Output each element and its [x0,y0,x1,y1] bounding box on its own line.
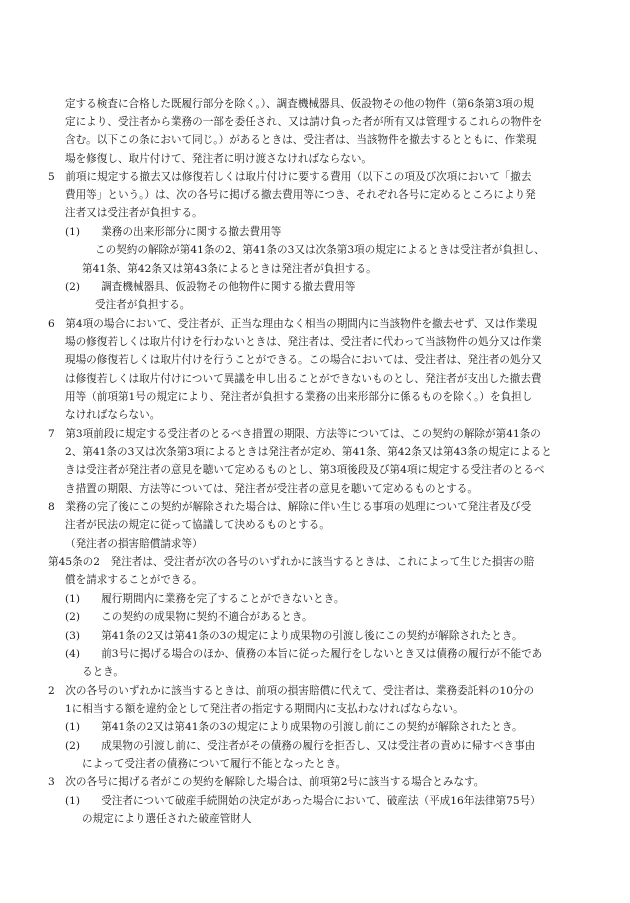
text-line: なければならない。 [65,409,161,421]
text-line: 場の修復若しくは取片付けを行わないときは、発注者は、受注者に代わって当該物件の処分又は作業 [65,336,542,348]
text-line: 注者又は受注者が負担する。 [65,207,203,219]
paragraph-8-line: 8 業務の完了後にこの契約が解除された場合は、解除に伴い生じる事項の処理について発注者及び受 [48,501,532,513]
item-2-line: (2) 調査機械器具、仮設物その他物件に関する撤去費用等 [65,281,356,293]
item-1-line: (1) 受注者について破産手続開始の決定があった場合において、破産法（平成16年法律第75号） [65,795,541,807]
text-line: の規定により選任された破産管財人 [82,813,252,825]
text-line: この契約の解除が第41条の2、第41条の3又は次条第3項の規定によるときは受注者が負担し、 [95,244,545,256]
text-line: 受注者が負担する。 [95,299,191,311]
text-line: は修復若しくは取片付けについて異議を申し出ることができないものとし、発注者が支出した撤去費 [65,373,542,385]
text-line: 費用等」という。）は、次の各号に掲げる撤去費用等につき、それぞれ各号に定めるところにより発 [65,189,536,201]
text-line: 2、第41条の3又は次条第3項によるときは発注者が定め、第41条、第42条又は第43条の規定によると [65,446,552,458]
text-line: き措置の期限、方法等については、発注者が受注者の意見を聴いて定めるものとする。 [65,483,478,495]
paragraph-6-line: 6 第4項の場合において、受注者が、正当な理由なく相当の期間内に当該物件を撤去せず、又は作業現 [48,318,538,330]
text-line: 用等（前項第1号の規定により、発注者が負担する業務の出来形部分に係るものを除く。）を負担し [65,391,533,403]
article-45-2-line: 第45条の2 発注者は、受注者が次の各号のいずれかに該当するときは、これによって生じた損害の賠 [48,556,535,568]
paragraph-2-line: 2 次の各号のいずれかに該当するときは、前項の損害賠償に代えて、受注者は、業務委託料の10分の [48,685,535,697]
item-2-line: (2) 成果物の引渡し前に、受注者がその債務の履行を拒否し、又は受注者の責めに帰すべき事由 [65,740,536,752]
paragraph-7-line: 7 第3項前段に規定する受注者のとるべき措置の期限、方法等については、この契約の解除が第41条の [48,428,541,440]
item-1-line: (1) 履行期間内に業務を完了することができないとき。 [65,593,345,605]
item-3-line: (3) 第41条の2又は第41条の3の規定により成果物の引渡し後にこの契約が解除されたとき。 [65,630,523,642]
section-heading: （発注者の損害賠償請求等） [65,538,203,550]
item-2-line: (2) この契約の成果物に契約不適合があるとき。 [65,611,313,623]
text-line: 第41条、第42条又は第43条によるときは発注者が負担する。 [82,263,377,275]
text-line: によって受注者の債務について履行不能となったとき。 [82,758,347,770]
text-line: 1に相当する額を違約金として発注者の指定する期間内に支払わなければならない。 [65,703,464,715]
item-1-line: (1) 第41条の2又は第41条の3の規定により成果物の引渡し前にこの契約が解除されたとき。 [65,721,523,733]
text-line: るとき。 [82,666,124,678]
text-line: 現場の修復若しくは取片付けを行うことができる。この場合においては、受注者は、発注者の処分又 [65,354,542,366]
text-line: 注者が民法の規定に従って協議して決めるものとする。 [65,519,330,531]
paragraph-3-line: 3 次の各号に掲げる者がこの契約を解除した場合は、前項第2号に該当する場合とみなす。 [48,776,485,788]
item-4-line: (4) 前3号に掲げる場合のほか、債務の本旨に従った履行をしないとき又は債務の履行が不能であ [65,648,543,660]
text-line: 償を請求することができる。 [65,574,203,586]
text-line: 定する検査に合格した既履行部分を除く。）、調査機械器具、仮設物その他の物件（第6条第3項の規 [65,98,534,110]
text-line: 場を修復し、取片付けて、発注者に明け渡さなければならない。 [65,153,373,165]
text-line: きは受注者が発注者の意見を聴いて定めるものとし、第3項後段及び第4項に規定する受注者のとるべ [65,464,545,476]
paragraph-5-line: 5 前項に規定する撤去又は修復若しくは取片付けに要する費用（以下この項及び次項において「撤去 [48,171,532,183]
item-1-line: (1) 業務の出来形部分に関する撤去費用等 [65,226,282,238]
text-line: 定により、受注者から業務の一部を委任され、又は請け負った者が所有又は管理するこれらの物件を [65,116,543,128]
text-line: 含む。以下この条において同じ。）があるときは、受注者は、当該物件を撤去するとともに、作業現 [65,134,537,146]
